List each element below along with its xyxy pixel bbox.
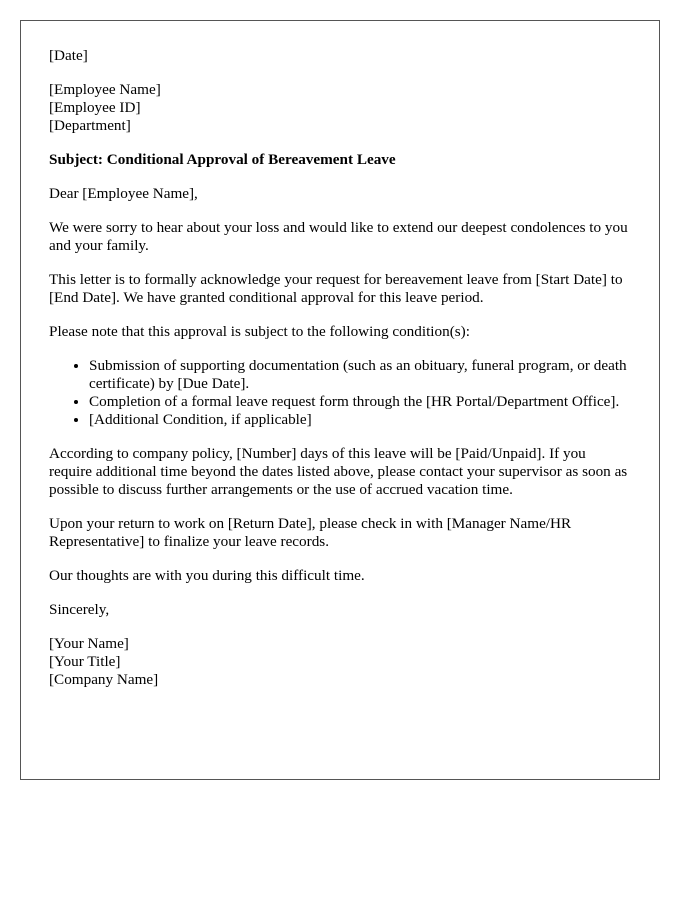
conditions-list [49,357,631,429]
condolence-paragraph: We were sorry to hear about your loss and would like to extend our deepest condolences to you and your family. [49,219,628,254]
policy-paragraph: According to company policy, [Number] days of this leave will be [Paid/Unpaid]. If you require additional time beyond the dates listed above, please contact your supervisor as soon as possible to discuss further arrangements or the use of accrued vacation time. [49,445,628,498]
condition-item: • Submission of supporting documentation (such as an obituary, funeral program, or death certificate) by [Due Date]. [89,357,631,393]
acknowledgement-paragraph: This letter is to formally acknowledge your request for bereavement leave from [Start Date] to [End Date]. We have granted conditional approval for this leave period. [49,271,623,306]
return-paragraph: Upon your return to work on [Return Date], please check in with [Manager Name/HR Representative] to finalize your leave records. [49,515,572,550]
recipient-block [49,81,631,135]
letter-subject: Subject: Conditional Approval of Bereavement Leave [49,151,396,168]
condition-item: • Completion of a formal leave request form through the [HR Portal/Department Office]. [89,393,631,411]
letter-page [20,20,660,780]
signature-title: [Your Title] [49,653,121,670]
salutation: Dear [Employee Name], [49,185,198,202]
signature-name: [Your Name] [49,635,129,652]
recipient-department: [Department] [49,117,131,134]
condition-item: • [Additional Condition, if applicable] [89,411,631,429]
closing: Sincerely, [49,601,110,618]
signature-company: [Company Name] [49,671,159,688]
thoughts-paragraph: Our thoughts are with you during this difficult time. [49,567,365,584]
signature-block [49,635,631,689]
recipient-name: [Employee Name] [49,81,161,98]
letter-date: [Date] [49,47,88,64]
conditions-intro: Please note that this approval is subject to the following condition(s): [49,323,470,340]
recipient-id: [Employee ID] [49,99,141,116]
